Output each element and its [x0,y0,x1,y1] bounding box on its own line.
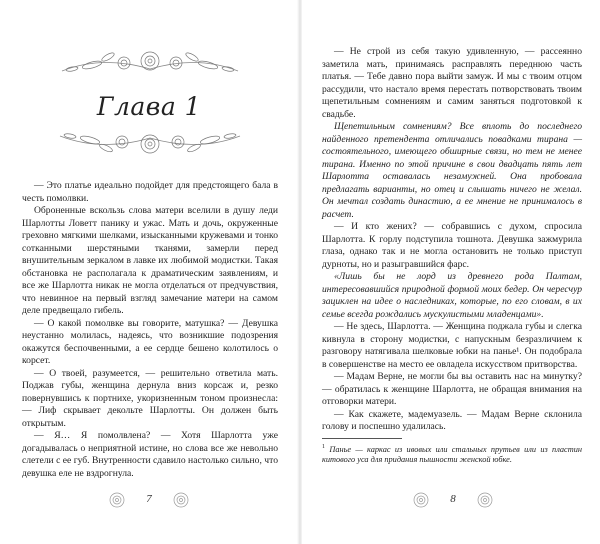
paragraph: — Мадам Верне, не могли бы вы оставить нас на минутку? — обратилась к женщине Шарлотта, не обращая внимания на отговорки матери. [322,371,582,407]
floral-ornament-top-icon [52,45,248,79]
paragraph: Оброненные вскользь слова матери вселили в душу леди Шарлотты Ловетт панику и ужас. Мать и дочь, окруженные греховно мягкими шелками, изысканными кружевами и тонко сотканными шерстяными тканями, замерли перед внушительным зеркалом в лавке их любимой модистки. Такая обстановка не располагала к драматическим заявлениям, и все же Шарлотта никак не могла отделаться от предчувствия, что невинное на первый взгляд замечание матери на самом деле предвещало гибель. [22,205,278,316]
paragraph: — О какой помолвке вы говорите, матушка? — Девушка неустанно молилась, надеясь, что возникшие подозрения окажутся беспочвенными, а ее сердце бешено колотилось о корсет. [22,317,278,366]
left-body-text [22,180,278,480]
page-footer [99,490,199,512]
paragraph: — О твоей, разумеется, — решительно ответила мать. Поджав губы, женщина дернула вниз корсаж и, резко повернувшись к портнихе, укоризненным тоном произнесла: — Лиф скрывает декольте Шарлотты. Он должен быть открытым. [22,367,278,429]
page-number: 7 [146,493,152,505]
paragraph: — Я… Я помолвлена? — Хотя Шарлотта уже догадывалась о неприятной истине, но слова все же невольно слетели с ее губ. Внутренности сдавило настолько сильно, что девушка еле не вздрогнула. [22,430,278,479]
right-page [302,0,600,544]
footnote [322,442,582,466]
left-page [0,0,298,544]
paragraph: — Не здесь, Шарлотта. — Женщина поджала губы и слегка кивнула в сторону модистки, с напускным безразличием к разговору натягивала шелковые юбки на панье¹. Он подобрала в совершенстве на место ее овладела искусством притворства. [322,321,582,370]
rose-icon [475,490,495,510]
chapter-title: Глава 1 [96,92,202,121]
paragraph: — Не строй из себя такую удивленную, — рассеянно заметила мать, принимаясь расправлять переднюю часть платья. — Тебе давно пора выйти замуж. И мы с твоим отцом рассудили, что настало время перестать потворствовать твоим щепетильным сомнениям и самим заняться подготовкой к свадьбе. [322,46,582,120]
footnote-rule [322,438,402,439]
page-footer [403,490,503,512]
floral-ornament-bottom-icon [52,126,248,160]
rose-icon [171,490,191,510]
paragraph: Щепетильным сомнениям? Все вплоть до последнего найденного претендента отличались повадками тирана — состоятельного, имеющего обширные связи, но тем не менее тирана. Именно по этой причине в свои двадцать пять лет Шарлотта оставалась незамужней. Она пробовала предлагать варианты, но отец и слышать ничего не желал. Он мечтал создать династию, а ее мнение не принималось в расчет. [322,121,582,220]
footnote-text: Панье — каркас из ивовых или стальных прутьев или из пластин китового уса для придания пышности женской юбке. [322,444,582,465]
paragraph: — И кто жених? — собравшись с духом, спросила Шарлотта. К горлу подступила тошнота. Девушка зажмурила глаза, однако так и не могла остановить не только приступ дурноты, но и разыгравшийся фарс. [322,221,582,270]
right-body-text [322,46,582,434]
paragraph: «Лишь бы не лорд из древнего рода Палтам, интересовавшийся природной формой моих бедер. Он чересчур зациклен на идее о наследниках, которые, по его словам, в их семье всегда рождались мускулистыми младенцами». [322,271,582,320]
page-number: 8 [450,493,456,505]
paragraph: — Это платье идеально подойдет для предстоящего бала в честь помолвки. [22,180,278,204]
footnote-mark: 1 [322,444,325,450]
paragraph: — Как скажете, мадемуазель. — Мадам Верне склонила голову и поспешно удалилась. [322,408,582,432]
